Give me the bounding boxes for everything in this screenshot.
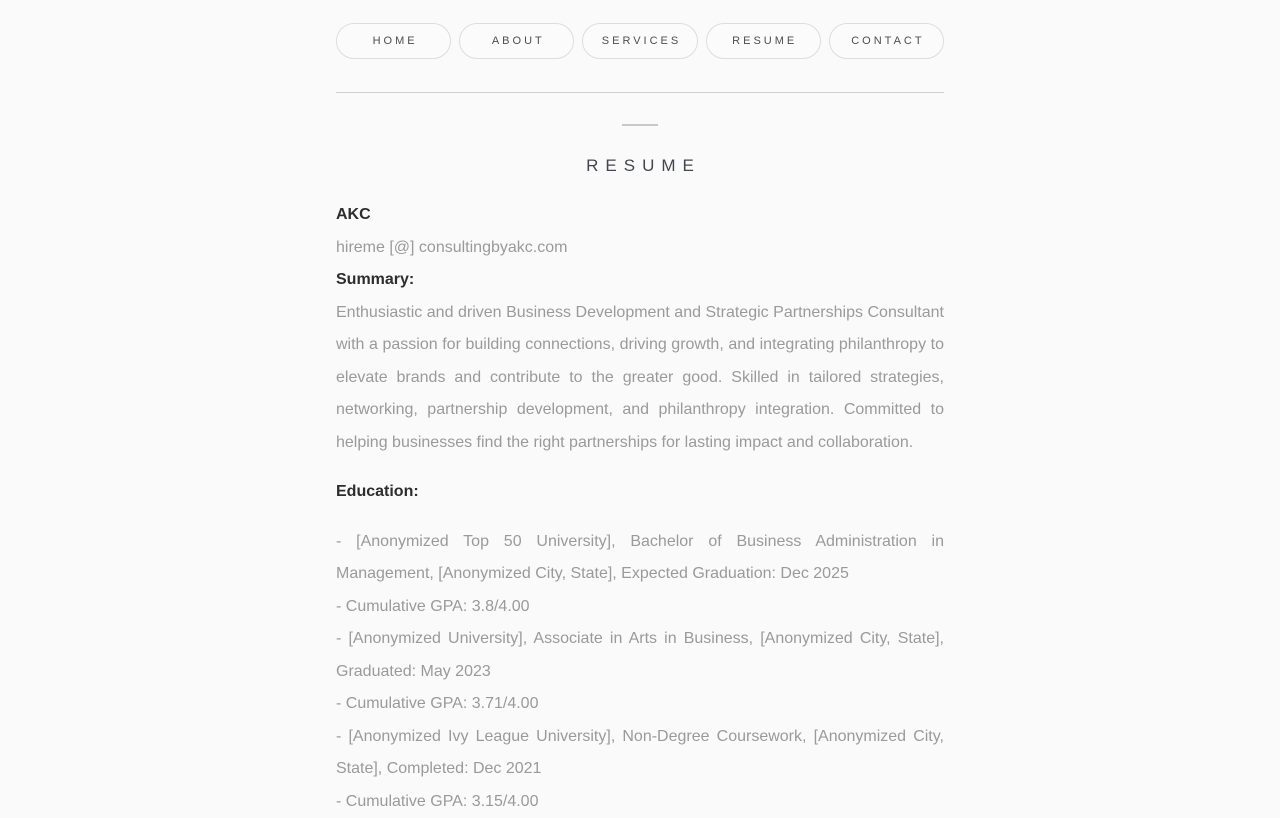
nav-item-services[interactable]: SERVICES (582, 23, 697, 59)
main-navigation (336, 0, 944, 59)
resume-email: hireme [@] consultingbyakc.com (336, 232, 944, 265)
education-entry: - [Anonymized Ivy League University], Non-Degree Coursework, [Anonymized City, State], Completed: Dec 2021 (336, 721, 944, 786)
summary-heading: Summary: (336, 264, 944, 297)
summary-paragraph: Enthusiastic and driven Business Development and Strategic Partnerships Consultant with a passion for building connections, driving growth, and integrating philanthropy to elevate brands and contribute to the greater good. Skilled in tailored strategies, networking, partnership development, and philanthropy integration. Committed to helping businesses find the right partnerships for lasting impact and collaboration. (336, 297, 944, 460)
education-entry: - Cumulative GPA: 3.15/4.00 (336, 786, 944, 818)
page-container (336, 0, 944, 818)
education-heading: Education: (336, 476, 944, 509)
decorative-line (622, 124, 658, 126)
page-title: RESUME (336, 156, 944, 176)
nav-item-resume[interactable]: RESUME (706, 23, 821, 59)
resume-name: AKC (336, 199, 944, 232)
education-entry: - [Anonymized University], Associate in Arts in Business, [Anonymized City, State], Graduated: May 2023 (336, 623, 944, 688)
nav-item-home[interactable]: HOME (336, 23, 451, 59)
education-entry: - Cumulative GPA: 3.8/4.00 (336, 591, 944, 624)
resume-content (336, 199, 944, 818)
education-entry: - Cumulative GPA: 3.71/4.00 (336, 688, 944, 721)
nav-item-about[interactable]: ABOUT (459, 23, 574, 59)
nav-item-contact[interactable]: CONTACT (829, 23, 944, 59)
education-entry: - [Anonymized Top 50 University], Bachelor of Business Administration in Management, [Anonymized City, State], Expected Graduation: Dec 2025 (336, 526, 944, 591)
header-divider (336, 92, 944, 93)
